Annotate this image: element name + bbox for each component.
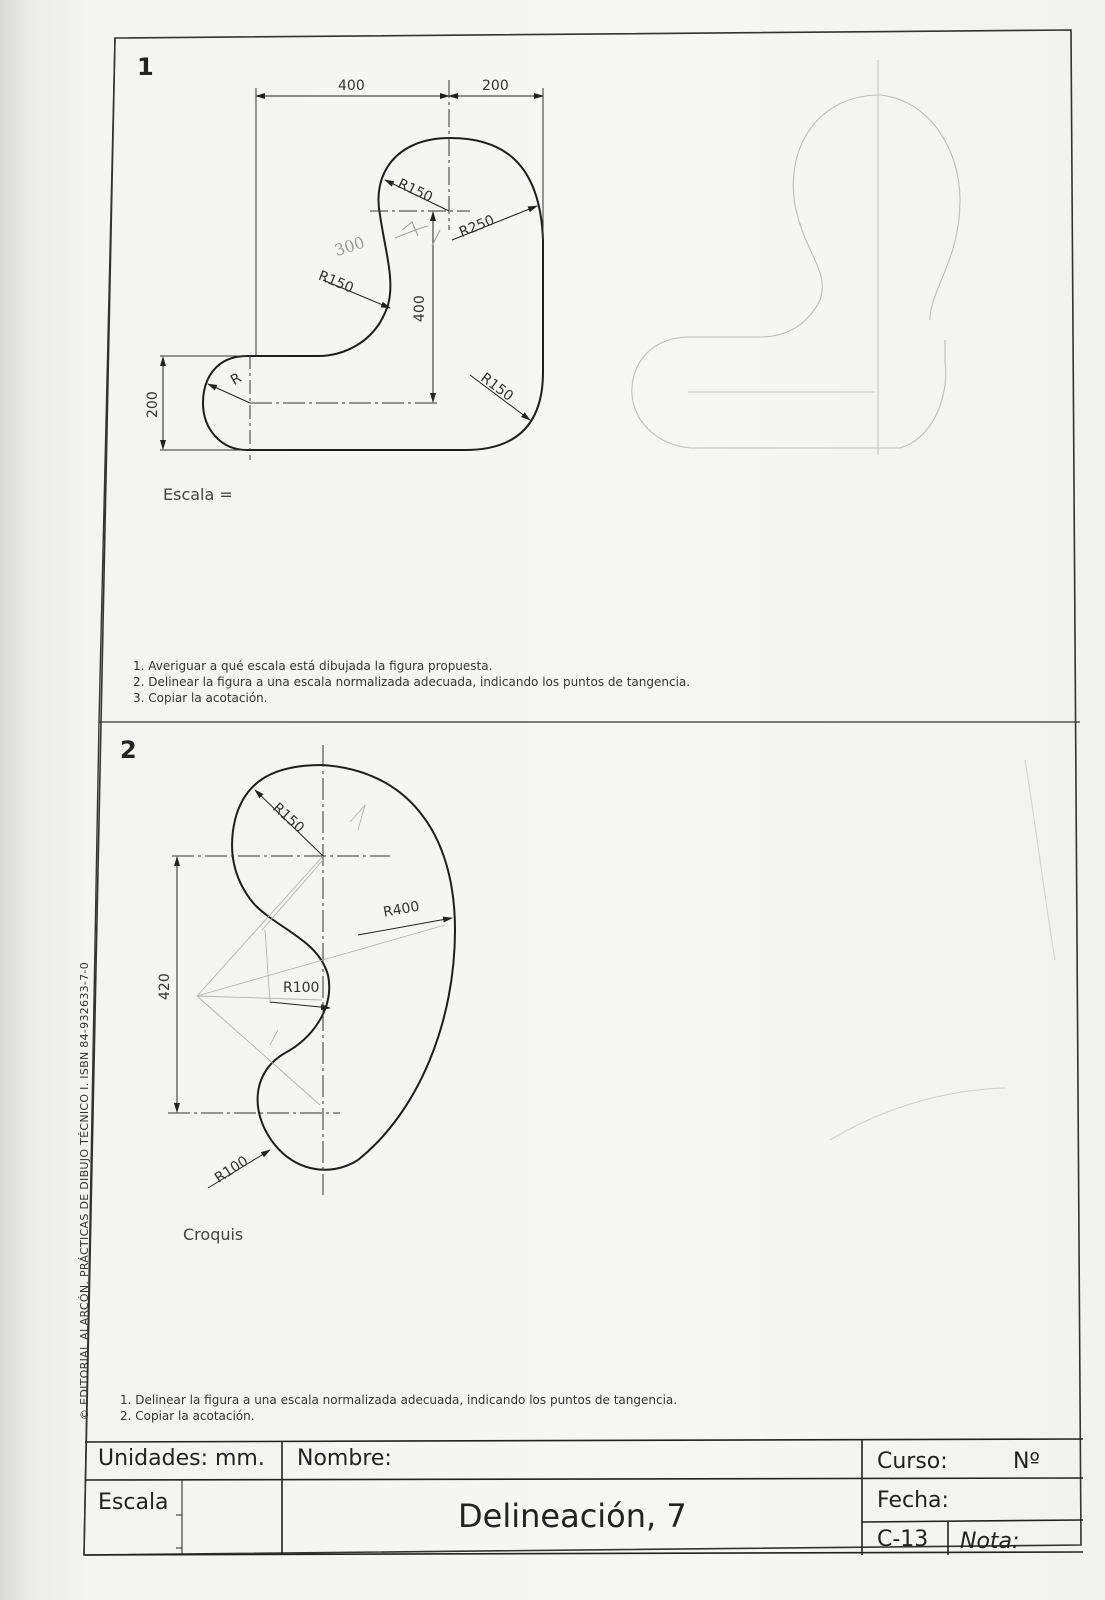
handwritten-300: 300 — [332, 232, 367, 261]
dim-r100-mid: R100 — [283, 980, 320, 996]
name-field[interactable]: Nombre: — [297, 1446, 392, 1471]
dim-r-left: R — [228, 370, 245, 389]
exercise-1-number: 1 — [137, 53, 154, 81]
exercise-1-instructions — [133, 658, 690, 706]
dim-r400: R400 — [382, 898, 421, 921]
dim-200-left: 200 — [145, 391, 161, 418]
dim-r150-fig2: R150 — [269, 800, 308, 837]
dim-r150-bottom: R150 — [477, 370, 517, 405]
instruction-1-1: 1. Averiguar a qué escala está dibujada la figura propuesta. — [133, 659, 493, 673]
grade-field[interactable]: Nota: — [960, 1529, 1020, 1554]
figure-2-outline — [232, 765, 455, 1170]
instruction-1-3: 3. Copiar la acotación. — [133, 691, 268, 705]
dim-400-top: 400 — [338, 78, 365, 94]
scale-field: Escala — [98, 1490, 169, 1515]
figure-1-center-lines — [160, 80, 543, 460]
instruction-2-1: 1. Delinear la figura a una escala normalizada adecuada, indicando los puntos de tangencia. — [120, 1393, 678, 1407]
dim-r250: R250 — [457, 212, 497, 241]
dim-420: 420 — [157, 973, 173, 1000]
course-field[interactable]: Curso: — [877, 1449, 948, 1474]
units-field: Unidades: mm. — [98, 1446, 265, 1471]
sheet-frame — [84, 30, 1081, 1555]
sheet-title: Delineación, 7 — [458, 1497, 687, 1535]
scale-label: Escala = — [163, 485, 233, 504]
date-field[interactable]: Fecha: — [877, 1488, 949, 1513]
dim-r100-bottom: R100 — [212, 1153, 252, 1187]
copyright-notice: © EDITORIAL ALARCÓN. PRÁCTICAS DE DIBUJO TÉCNICO I. ISBN 84-932633-7-0 — [78, 961, 91, 1420]
dim-400-vertical: 400 — [412, 295, 428, 322]
dim-r150-mid: R150 — [316, 268, 356, 297]
instruction-1-2: 2. Delinear la figura a una escala normalizada adecuada, indicando los puntos de tangencia. — [133, 675, 691, 689]
dim-r150-upper: R150 — [395, 176, 436, 206]
dim-200-top: 200 — [482, 78, 509, 94]
sketch-label: Croquis — [183, 1225, 244, 1244]
exercise-2-number: 2 — [120, 736, 137, 764]
figure-1-dimension-lines — [163, 96, 543, 449]
instruction-2-2: 2. Copiar la acotación. — [120, 1409, 255, 1423]
exercise-2-instructions — [120, 1392, 677, 1424]
number-field[interactable]: Nº — [1013, 1449, 1040, 1474]
pencil-marks-2 — [197, 805, 445, 1105]
code-field: C-13 — [877, 1527, 929, 1552]
